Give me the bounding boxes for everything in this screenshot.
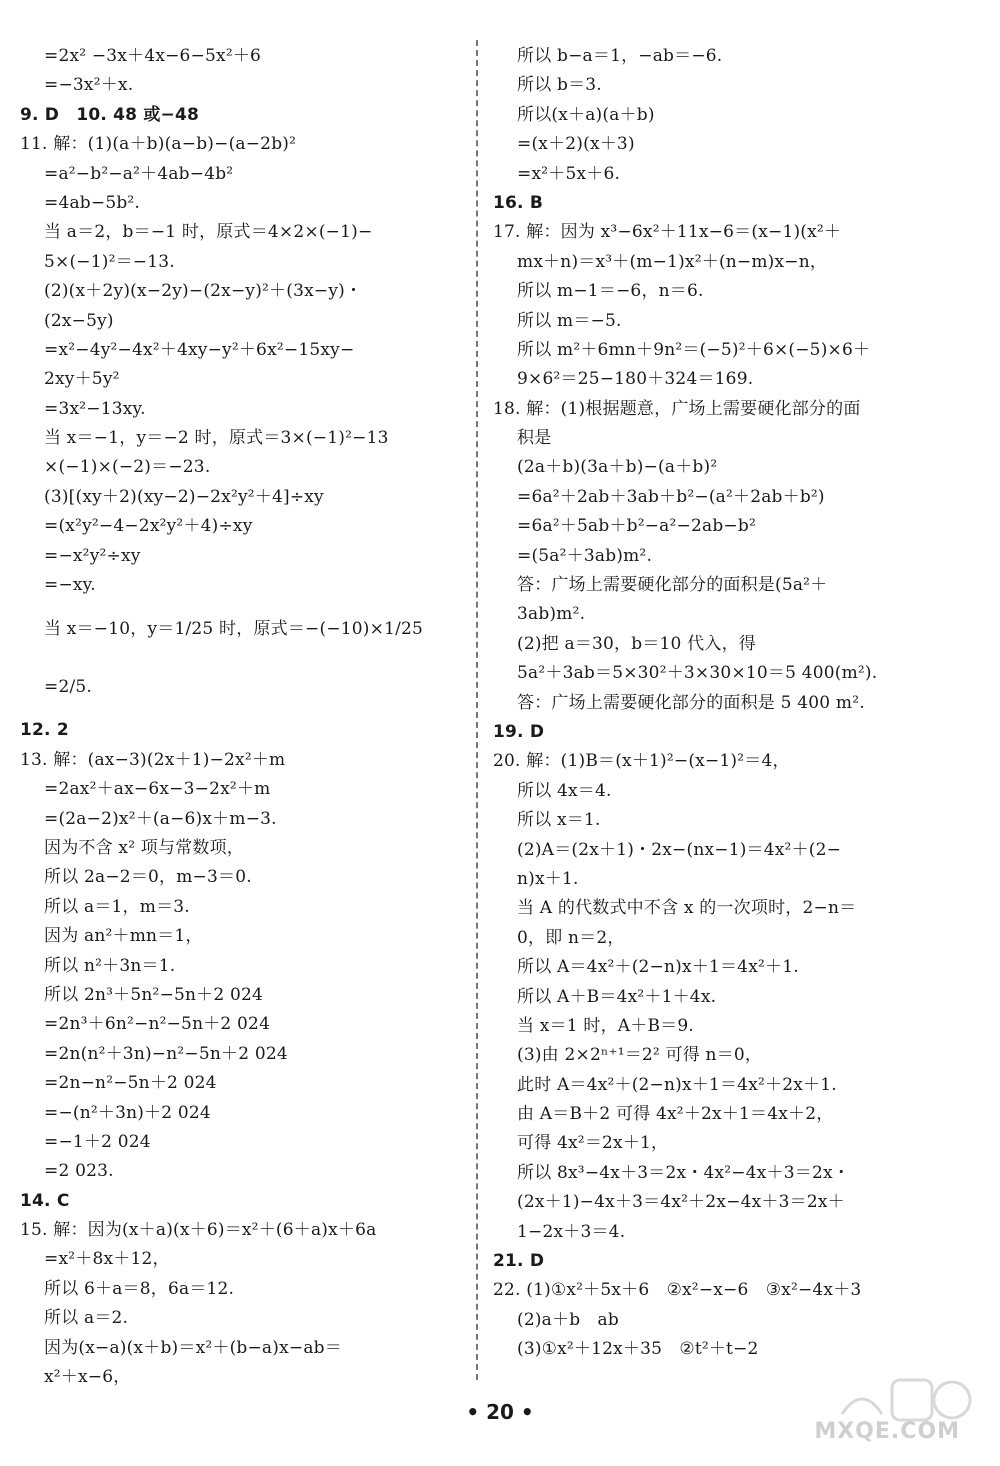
text-line: 此时 A＝4x²＋(2−n)x＋1＝4x²＋2x＋1. [517, 1074, 837, 1095]
text-line: (2x−5y) [44, 310, 114, 331]
text-line: =2n(n²＋3n)−n²−5n＋2 024 [44, 1043, 288, 1064]
question-line: 22. (1)①x²＋5x＋6 ②x²−x−6 ③x²−4x＋3 [493, 1280, 862, 1301]
text-line: 当 x＝−1，y＝−2 时，原式＝3×(−1)²−13 [44, 428, 389, 449]
text-line: 因为 an²＋mn＝1， [44, 926, 203, 947]
text-line: =2x² −3x＋4x−6−5x²＋6 [44, 46, 262, 66]
text-line: 所以 b−a＝1，−ab＝−6. [517, 46, 723, 66]
text-line: 由 A＝B＋2 可得 4x²＋2x＋1＝4x＋2， [517, 1104, 834, 1125]
text-line: 所以 8x³−4x＋3＝2x・4x²−4x＋3＝2x・ [517, 1162, 850, 1183]
text-line: =−3x²＋x. [44, 75, 134, 96]
text-line: (2)a＋b ab [517, 1309, 619, 1330]
text-line: =6a²＋2ab＋3ab＋b²−(a²＋2ab＋b²) [517, 486, 825, 507]
text-line: n)x＋1. [517, 868, 579, 889]
text-line: =3x²−13xy. [44, 398, 146, 419]
answer-line: 16. B [493, 192, 543, 213]
text-line: 当 A 的代数式中不含 x 的一次项时，2−n＝ [517, 898, 857, 919]
text-line: 5a²＋3ab＝5×30²＋3×30×10＝5 400(m²). [517, 663, 878, 684]
text-line: 所以 m−1＝−6，n＝6. [517, 281, 704, 302]
text-line: 因为(x−a)(x＋b)＝x²＋(b−a)x−ab＝ [44, 1337, 342, 1358]
text-line: 2xy＋5y² [44, 369, 120, 390]
text-line: =−(n²＋3n)＋2 024 [44, 1102, 211, 1123]
text-line: 所以(x＋a)(a＋b) [517, 104, 655, 125]
text-line: 1−2x＋3＝4. [517, 1221, 626, 1242]
text-line: =2 023. [44, 1161, 114, 1182]
text-line: 所以 2a−2＝0，m−3＝0. [44, 867, 252, 888]
text-line: =(5a²＋3ab)m². [517, 545, 653, 566]
text-line: 积是 [517, 428, 552, 449]
text-line: =−1＋2 024 [44, 1131, 151, 1152]
text-line: (2)(x＋2y)(x−2y)−(2x−y)²＋(3x−y)・ [44, 281, 363, 302]
text-line: (2x＋1)−4x＋3＝4x²＋2x−4x＋3＝2x＋ [517, 1192, 845, 1213]
text-line: =2ax²＋ax−6x−3−2x²＋m [44, 779, 271, 800]
text-line: (2a＋b)(3a＋b)−(a＋b)² [517, 457, 718, 478]
text-line: 所以 m²＋6mn＋9n²＝(−5)²＋6×(−5)×6＋ [517, 339, 871, 360]
text-line: (2)把 a＝30，b＝10 代入，得 [517, 633, 756, 654]
text-line: (3)由 2×2ⁿ⁺¹＝2² 可得 n＝0， [517, 1045, 763, 1066]
text-line: x²＋x−6， [44, 1367, 131, 1388]
text-line: (3)[(xy＋2)(xy−2)−2x²y²＋4]÷xy [44, 486, 324, 507]
text-line: 3ab)m². [517, 604, 586, 625]
text-line: 所以 A＋B＝4x²＋1＋4x. [517, 986, 717, 1007]
text-line: 所以 x＝1. [517, 810, 601, 831]
text-line: =2/5. [44, 677, 93, 698]
page-number: • 20 • [466, 1400, 534, 1424]
watermark-text: MXQE.COM [814, 1419, 960, 1444]
question-line: 15. 解：因为(x＋a)(x＋6)＝x²＋(6＋a)x＋6a [20, 1220, 377, 1241]
answer-line: 12. 2 [20, 720, 69, 741]
question-line: 13. 解：(ax−3)(2x＋1)−2x²＋m [20, 749, 286, 770]
text-line: 所以 2n³＋5n²−5n＋2 024 [44, 984, 264, 1005]
text-line: 5×(−1)²＝−13. [44, 251, 175, 272]
text-line: 当 x＝1 时，A＋B＝9. [517, 1015, 694, 1036]
text-line: =2n³＋6n²−n²−5n＋2 024 [44, 1014, 271, 1035]
text-line: 所以 A＝4x²＋(2−n)x＋1＝4x²＋1. [517, 957, 799, 978]
text-line: 答：广场上需要硬化部分的面积是 5 400 m². [517, 692, 865, 713]
text-line: 0，即 n＝2， [517, 927, 625, 948]
text-line: 所以 m＝−5. [517, 310, 622, 331]
text-line: =4ab−5b². [44, 192, 141, 213]
text-line: 所以 a＝2. [44, 1308, 129, 1329]
text-line: =−xy. [44, 575, 96, 596]
text-line: =(x＋2)(x＋3) [517, 134, 635, 155]
text-line: mx＋n)＝x³＋(m−1)x²＋(n−m)x−n， [517, 251, 828, 272]
question-line: 17. 解：因为 x³−6x²＋11x−6＝(x−1)(x²＋ [493, 222, 842, 243]
text-line: =6a²＋5ab＋b²−a²−2ab−b² [517, 516, 756, 537]
text-line: 9×6²＝25−180＋324＝169. [517, 369, 754, 390]
text-line: 因为不含 x² 项与常数项， [44, 837, 245, 858]
text-line: 所以 n²＋3n＝1. [44, 955, 176, 976]
text-line: =(2a−2)x²＋(a−6)x＋m−3. [44, 808, 277, 829]
text-line: ×(−1)×(−2)＝−23. [44, 457, 211, 478]
text-line: 所以 6＋a＝8，6a＝12. [44, 1278, 235, 1299]
answer-line: 21. D [493, 1251, 545, 1272]
text-line: 可得 4x²＝2x＋1， [517, 1133, 669, 1154]
text-line: =a²−b²−a²＋4ab−4b² [44, 163, 234, 184]
text-line: (2)A＝(2x＋1)・2x−(nx−1)＝4x²＋(2− [517, 839, 842, 860]
answer-line: 19. D [493, 721, 545, 742]
right-column [493, 42, 938, 1365]
left-column [20, 42, 465, 1392]
text-line: =(x²y²−4−2x²y²＋4)÷xy [44, 516, 253, 537]
text-line: =−x²y²÷xy [44, 545, 141, 566]
question-line: 18. 解：(1)根据题意，广场上需要硬化部分的面 [493, 398, 861, 419]
text-line: =x²−4y²−4x²＋4xy−y²＋6x²−15xy− [44, 339, 355, 360]
text-line: 所以 b＝3. [517, 75, 602, 96]
text-line: 当 x＝−10，y＝1/25 时，原式＝−(−10)×1/25 [44, 619, 424, 640]
text-line: 所以 a＝1，m＝3. [44, 896, 190, 917]
text-line: (3)①x²＋12x＋35 ②t²＋t−2 [517, 1339, 759, 1360]
question-line: 20. 解：(1)B＝(x＋1)²−(x−1)²＝4， [493, 751, 790, 772]
text-line: =2n−n²−5n＋2 024 [44, 1073, 217, 1094]
answer-line: 14. C [20, 1190, 70, 1211]
column-divider [476, 40, 478, 1380]
watermark-logo [772, 1374, 982, 1454]
text-line: 当 a＝2，b＝−1 时，原式＝4×2×(−1)− [44, 222, 373, 243]
question-line: 11. 解：(1)(a＋b)(a−b)−(a−2b)² [20, 134, 297, 155]
text-line: =x²＋5x＋6. [517, 163, 621, 184]
answer-line: 9. D 10. 48 或−48 [20, 104, 200, 125]
text-line: =x²＋8x＋12， [44, 1249, 170, 1270]
text-line: 所以 4x＝4. [517, 780, 612, 801]
text-line: 答：广场上需要硬化部分的面积是(5a²＋ [517, 575, 828, 596]
